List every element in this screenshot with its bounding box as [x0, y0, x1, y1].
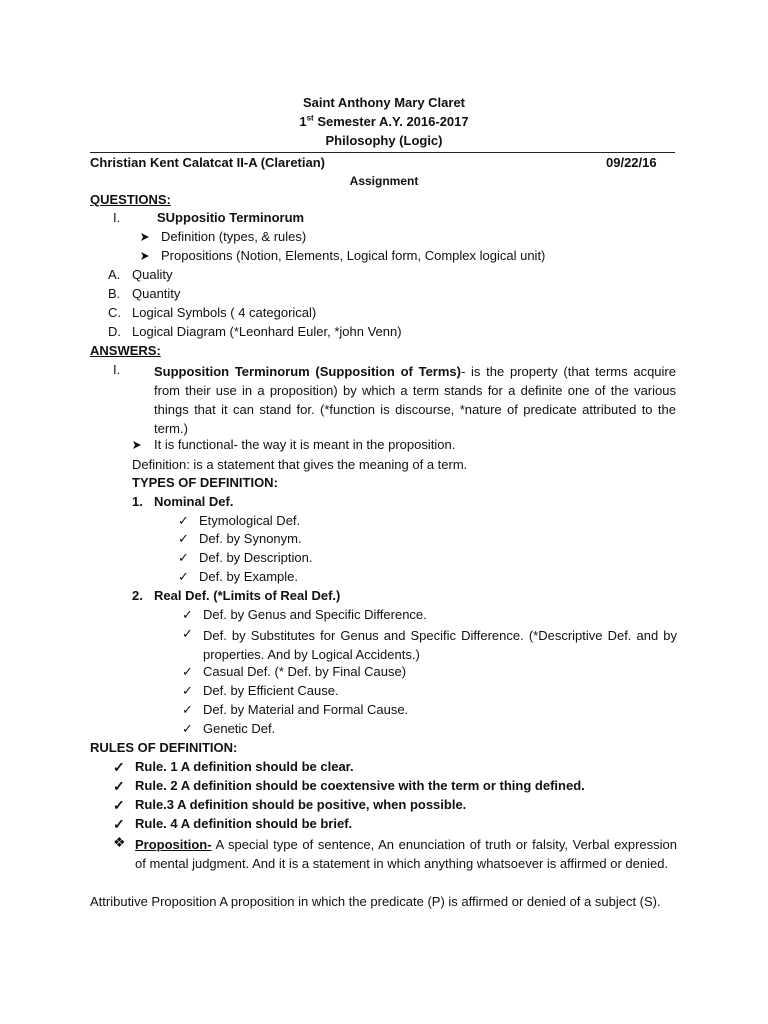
checkmark-bullet-icon: ✓: [182, 607, 193, 622]
lettered-item: Quantity: [132, 286, 181, 301]
lettered-label: B.: [108, 286, 121, 301]
definition-line: Definition: is a statement that gives the meaning of a term.: [132, 457, 468, 472]
lettered-item: Logical Diagram (*Leonhard Euler, *john Venn): [132, 324, 402, 339]
checkmark-bullet-icon: ✓: [178, 531, 189, 546]
checkmark-bullet-icon: ✓: [178, 513, 189, 528]
rule-item: Rule. 1 A definition should be clear.: [135, 759, 354, 774]
answers-heading: ANSWERS:: [90, 343, 161, 358]
nominal-title: Nominal Def.: [154, 494, 234, 509]
rules-heading: RULES OF DEFINITION:: [90, 740, 238, 755]
document-title: Assignment: [349, 174, 419, 188]
semester-text: Semester A.Y. 2016-2017: [313, 114, 469, 129]
real-number: 2.: [132, 588, 143, 603]
student-name: Christian Kent Calatcat II-A (Claretian): [90, 155, 326, 170]
lettered-label: D.: [108, 324, 121, 339]
attributive-paragraph: Attributive Proposition A proposition in which the predicate (P) is affirmed or denied of a subject (S).: [90, 894, 661, 909]
checkmark-bullet-icon: ✓: [182, 683, 193, 698]
checkmark-bullet-icon: ✓: [182, 721, 193, 736]
checkmark-bullet-icon: ✓: [113, 759, 125, 775]
checkmark-bullet-icon: ✓: [178, 550, 189, 565]
checkmark-bullet-icon: ✓: [178, 569, 189, 584]
question-title: SUppositio Terminorum: [157, 210, 305, 225]
proposition-term: Proposition-: [135, 837, 212, 852]
answer-roman-numeral: I.: [113, 362, 121, 377]
arrowhead-bullet-icon: [140, 232, 150, 242]
real-item: Def. by Genus and Specific Difference.: [203, 607, 427, 622]
real-item: Genetic Def.: [203, 721, 276, 736]
nominal-item: Def. by Description.: [199, 550, 313, 565]
assignment-date: 09/22/16: [606, 155, 657, 170]
supposition-paragraph: [154, 362, 676, 438]
course-title: Philosophy (Logic): [325, 133, 443, 148]
rule-item: Rule. 2 A definition should be coextensive with the term or thing defined.: [135, 778, 585, 793]
school-name: Saint Anthony Mary Claret: [302, 95, 466, 110]
question-sub-item: Definition (types, & rules): [161, 229, 307, 244]
checkmark-bullet-icon: ✓: [113, 816, 125, 832]
question-roman-numeral: I.: [113, 210, 121, 225]
functional-note: It is functional- the way it is meant in the proposition.: [154, 437, 456, 452]
nominal-item: Def. by Example.: [199, 569, 298, 584]
semester-number: 1: [299, 114, 307, 129]
four-diamond-bullet-icon: ❖: [113, 834, 126, 850]
rule-item: Rule.3 A definition should be positive, when possible.: [135, 797, 467, 812]
proposition-paragraph: [135, 835, 677, 873]
header-divider: [90, 152, 675, 153]
checkmark-bullet-icon: ✓: [182, 664, 193, 679]
lettered-item: Quality: [132, 267, 173, 282]
real-item: Def. by Substitutes for Genus and Specific Difference. (*Descriptive Def. and by properties. And by Logical Accidents.): [203, 628, 677, 662]
checkmark-bullet-icon: ✓: [182, 626, 193, 641]
lettered-label: C.: [108, 305, 121, 320]
lettered-item: Logical Symbols ( 4 categorical): [132, 305, 317, 320]
lettered-label: A.: [108, 267, 121, 282]
supposition-definition: - is the property (that terms acquire from their use in a proposition) by which a term stands for a definite one of the various things that it can stand for. (*function is discourse, *nature of predicate attributed to the term.): [154, 364, 676, 436]
nominal-number: 1.: [132, 494, 143, 509]
questions-heading: QUESTIONS:: [90, 192, 171, 207]
proposition-definition: A special type of sentence, An enunciation of truth or falsity, Verbal expression of mental judgment. And it is a statement in which anything whatsoever is affirmed or denied.: [135, 837, 677, 871]
semester-superscript: st: [306, 113, 314, 123]
arrowhead-bullet-icon: [140, 251, 150, 261]
supposition-term: Supposition Terminorum (Supposition of Terms): [154, 364, 461, 379]
real-item: Def. by Efficient Cause.: [203, 683, 339, 698]
real-item: Casual Def. (* Def. by Final Cause): [203, 664, 407, 679]
nominal-item: Etymological Def.: [199, 513, 301, 528]
types-heading: TYPES OF DEFINITION:: [132, 475, 278, 490]
question-sub-item: Propositions (Notion, Elements, Logical form, Complex logical unit): [161, 248, 546, 263]
nominal-item: Def. by Synonym.: [199, 531, 302, 546]
real-title: Real Def. (*Limits of Real Def.): [154, 588, 341, 603]
checkmark-bullet-icon: ✓: [113, 778, 125, 794]
rule-item: Rule. 4 A definition should be brief.: [135, 816, 353, 831]
arrowhead-bullet-icon: [132, 440, 142, 450]
checkmark-bullet-icon: ✓: [182, 702, 193, 717]
semester-line: [0, 114, 768, 130]
checkmark-bullet-icon: ✓: [113, 797, 125, 813]
real-item: Def. by Material and Formal Cause.: [203, 702, 409, 717]
